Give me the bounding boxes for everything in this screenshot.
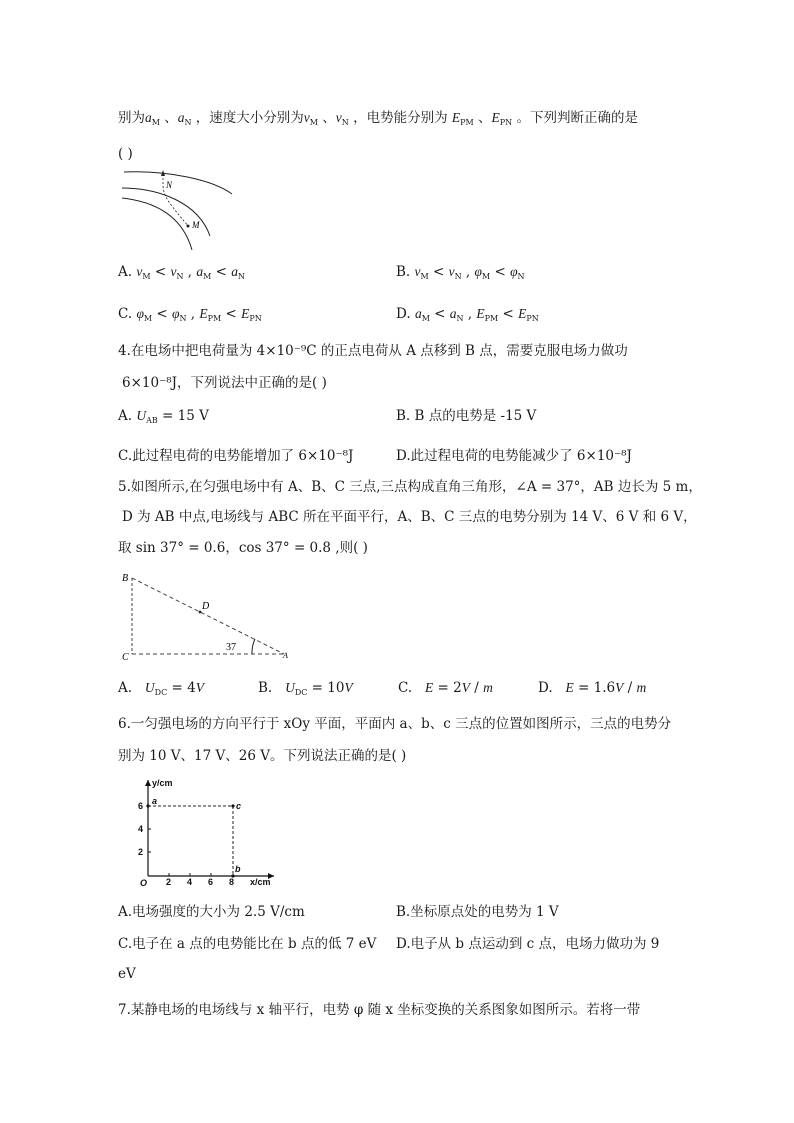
q6-line1: 6.一匀强电场的方向平行于 xOy 平面，平面内 a、b、c 三点的位置如图所示，三点的电势分	[118, 716, 672, 732]
origin-label: O	[140, 878, 148, 888]
label-A: A	[283, 651, 288, 660]
q6-option-b[interactable]: B.坐标原点处的电势为 1 V	[396, 904, 559, 920]
q3-option-d[interactable]: D. $a_M < a_N$ , $E_{PM} < E_{PN}$	[396, 306, 539, 323]
q3-line1: 别为$a_M$ 、$a_N$ ，速度大小分别为$v_M$ 、$v_N$ ，电势能分别为 $E_{PM}$ 、$E_{PN}$ 。下列判断正确的是	[118, 110, 638, 127]
q5-option-a[interactable]: A. $U_{DC} = 4V$	[118, 680, 204, 697]
label-D: D	[202, 601, 210, 612]
q4-option-a[interactable]: A. $U_{AB} = 15$ V	[118, 408, 209, 425]
q6-coordinate-figure	[126, 776, 276, 888]
q3-option-a[interactable]: A. $v_M < v_N$ , $a_M < a_N$	[118, 264, 245, 281]
q5-line2: D 为 AB 中点,电场线与 ABC 所在平面平行，A、B、C 三点的电势分别为 14 V、6 V 和 6 V，	[122, 509, 697, 525]
q3-option-c[interactable]: C. $\varphi_M < \varphi_N$ , $E_{PM} < E_{PN}$	[118, 306, 262, 323]
y-axis-label: y/cm	[152, 778, 173, 788]
q6-option-d-continued: eV	[118, 966, 136, 982]
q6-option-a[interactable]: A.电场强度的大小为 2.5 V/cm	[118, 904, 305, 920]
q4-option-c[interactable]: C.此过程电荷的电势能增加了 6×10⁻⁸J	[118, 448, 354, 464]
label-angle: 37	[226, 642, 236, 653]
x-tick: 6	[208, 877, 214, 887]
q3-paren: ( )	[118, 146, 133, 162]
q6-option-d[interactable]: D.电子从 b 点运动到 c 点，电场力做功为 9	[396, 936, 660, 952]
label-C: C	[122, 652, 129, 663]
q6-line2: 别为 10 V、17 V、26 V。下列说法正确的是( )	[118, 748, 407, 764]
x-tick: 8	[229, 877, 235, 887]
q4-option-d[interactable]: D.此过程电荷的电势能减少了 6×10⁻⁸J	[396, 448, 632, 464]
q4-line1: 4.在电场中把电荷量为 4×10⁻⁹C 的正点电荷从 A 点移到 B 点，需要克服电场力做功	[118, 343, 628, 359]
label-N: N	[166, 180, 173, 190]
q5-option-c[interactable]: C. E = 2V / m	[398, 680, 493, 696]
q5-option-d[interactable]: D. E = 1.6V / m	[538, 680, 647, 696]
point-b-label: b	[235, 864, 241, 874]
label-B: B	[122, 573, 129, 584]
q7-line1: 7.某静电场的电场线与 x 轴平行，电势 φ 随 x 坐标变换的关系图象如图所示。若将一带	[118, 1002, 641, 1018]
q4-line2: 6×10⁻⁸J，下列说法中正确的是( )	[122, 375, 327, 391]
q3-option-b[interactable]: B. $v_M < v_N$ , $\varphi_M < \varphi_N$	[396, 264, 525, 281]
label-M: M	[192, 220, 200, 230]
x-axis-label: x/cm	[250, 877, 271, 887]
q4-option-b[interactable]: B. B 点的电势是 -15 V	[396, 408, 537, 424]
y-tick: 6	[138, 801, 144, 811]
q5-line3: 取 sin 37° = 0.6，cos 37° = 0.8 ,则( )	[118, 540, 368, 556]
q5-line1: 5.如图所示,在匀强电场中有 A、B、C 三点,三点构成直角三角形，∠A = 37°，AB 边长为 5 m，	[118, 479, 702, 495]
y-tick: 4	[138, 824, 144, 834]
q5-option-b[interactable]: B. $U_{DC} = 10V$	[258, 680, 353, 697]
x-tick: 2	[166, 877, 172, 887]
x-tick: 4	[187, 877, 193, 887]
point-a-label: a	[152, 796, 158, 806]
q6-option-c[interactable]: C.电子在 a 点的电势能比在 b 点的低 7 eV	[118, 936, 377, 952]
q3-field-line-figure	[118, 166, 238, 250]
y-tick: 2	[138, 847, 144, 857]
point-c-label: c	[236, 801, 242, 811]
q5-triangle-figure	[118, 566, 298, 666]
